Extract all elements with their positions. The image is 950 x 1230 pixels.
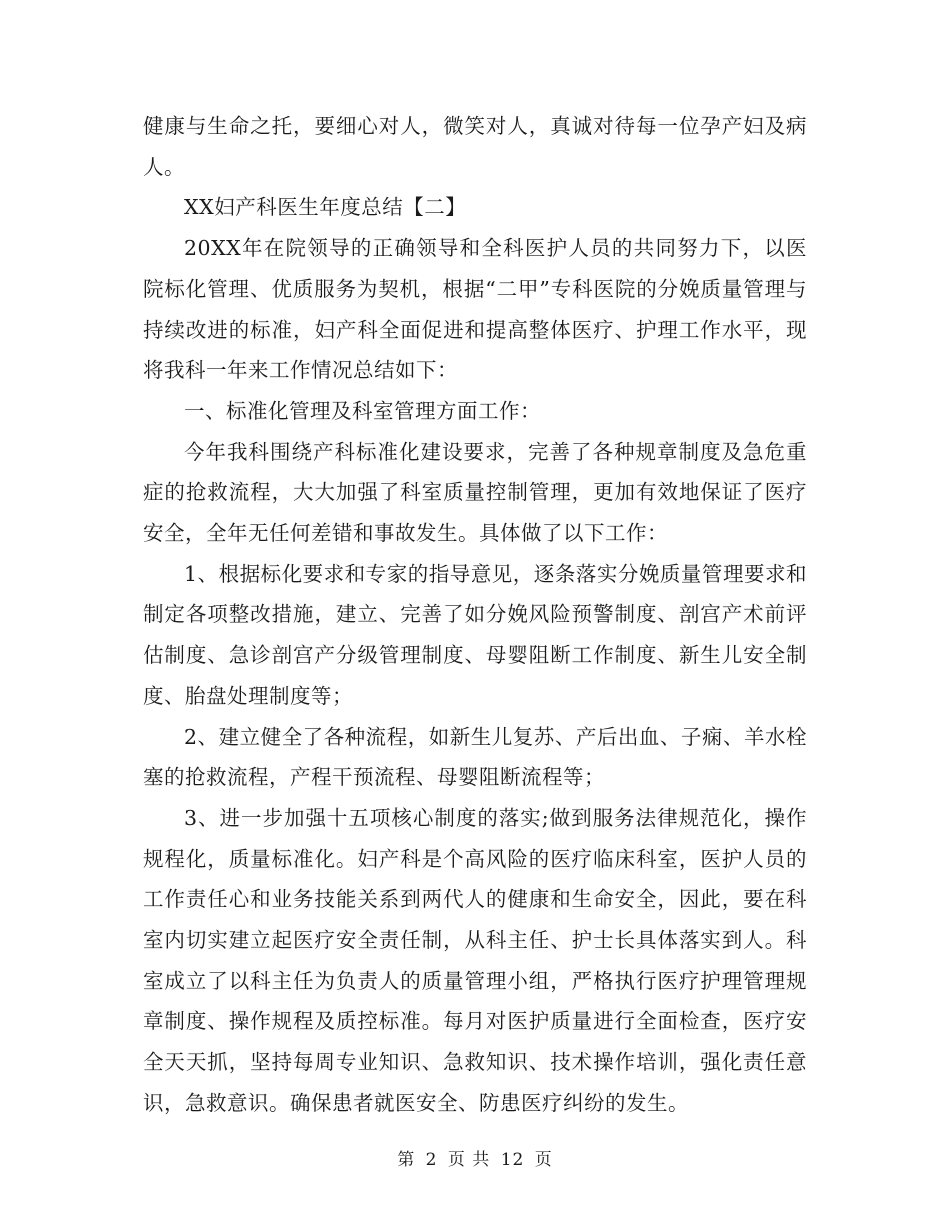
list-item-3: 3、进一步加强十五项核心制度的落实;做到服务法律规范化，操作规程化，质量标准化。妇产科是个高风险的医疗临床科室，医护人员的工作责任心和业务技能关系到两代人的健康和生命安全，因此，要在科室内切实建立起医疗安全责任制，从科主任、护士长具体落实到人。科室成立了以科主任为负责人的质量管理小组，严格执行医疗护理管理规章制度、操作规程及质控标准。每月对医护质量进行全面检查，医疗安全天天抓，坚持每周专业知识、急救知识、技术操作培训，强化责任意识，急救意识。确保患者就医安全、防患医疗纠纷的发生。 <box>143 805 807 1115</box>
document-body <box>143 106 807 1124</box>
paragraph-continuation: 健康与生命之托，要细心对人，微笑对人，真诚对待每一位孕产妇及病人。 <box>143 114 807 179</box>
list-item-2: 2、建立健全了各种流程，如新生儿复苏、产后出血、子痫、羊水栓塞的抢救流程，产程干预流程、母婴阻断流程等； <box>143 724 807 790</box>
section-heading: XX妇产科医生年度总结【二】 <box>184 195 467 220</box>
footer-prefix: 第 <box>397 1150 416 1170</box>
subsection-heading: 一、标准化管理及科室管理方面工作： <box>184 398 541 423</box>
page-footer <box>0 1148 950 1172</box>
footer-suffix: 页 <box>534 1150 553 1170</box>
footer-total-pages: 12 <box>500 1150 525 1170</box>
paragraph-overview: 今年我科围绕产科标准化建设要求，完善了各种规章制度及急危重症的抢救流程，大大加强了科室质量控制管理，更加有效地保证了医疗安全，全年无任何差错和事故发生。具体做了以下工作： <box>143 439 807 546</box>
footer-middle: 页 共 <box>447 1150 491 1170</box>
footer-page-number: 2 <box>425 1150 438 1170</box>
list-item-1: 1、根据标化要求和专家的指导意见，逐条落实分娩质量管理要求和制定各项整改措施，建立、完善了如分娩风险预警制度、剖宫产术前评估制度、急诊剖宫产分级管理制度、母婴阻断工作制度、新生儿安全制度、胎盘处理制度等； <box>143 561 807 708</box>
paragraph-intro: 20XX年在院领导的正确领导和全科医护人员的共同努力下，以医院标化管理、优质服务为契机，根据“二甲”专科医院的分娩质量管理与持续改进的标准，妇产科全面促进和提高整体医疗、护理工作水平，现将我科一年来工作情况总结如下： <box>143 236 807 383</box>
